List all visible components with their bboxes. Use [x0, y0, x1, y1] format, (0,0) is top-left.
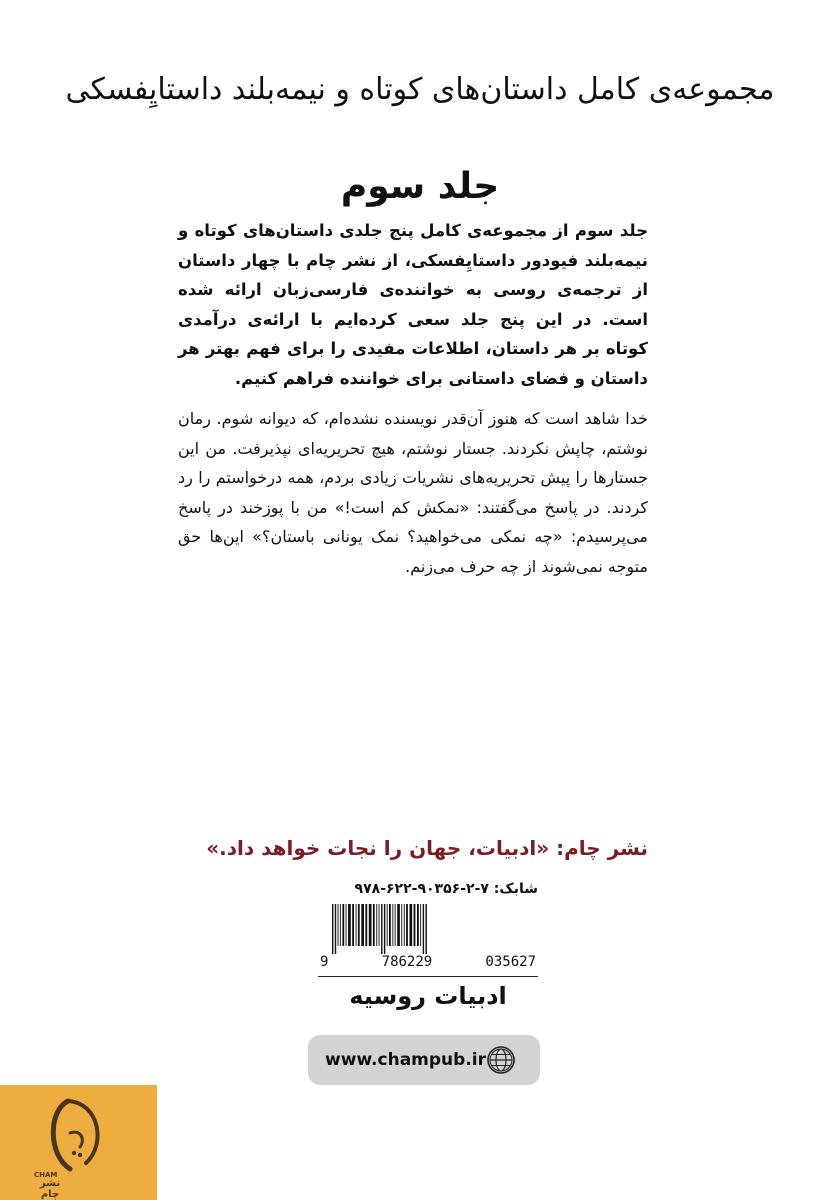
barcode-bar — [340, 904, 341, 946]
barcode-bar — [417, 904, 419, 946]
barcode-bar — [338, 904, 339, 946]
barcode-bar — [395, 904, 396, 946]
barcode-bar — [356, 904, 357, 946]
barcode-bar — [332, 904, 333, 954]
barcode-bar — [335, 904, 336, 954]
barcode-bar — [420, 904, 421, 946]
barcode-bar — [361, 904, 364, 946]
barcode-bar — [406, 904, 408, 946]
barcode-bar — [342, 904, 344, 946]
barcode-first-digit: 9 — [320, 954, 329, 970]
barcode-bar — [379, 904, 380, 946]
barcode-bar — [358, 904, 360, 946]
quote-paragraph: خدا شاهد است که هنوز آن‌قدر نویسنده نشده‌ام، که دیوانه شوم. رمان نوشتم، چاپش نکردند. جستار نوشتم، هیچ تحریریه‌ای نپذیرفت. من این جستارها را پیش تحریریه‌های نشریات زیادی بردم، همه درخواستم را رد کردند. در پاسخ می‌گفتند: «نمکش کم است!» من با پوزخند در پاسخ می‌پرسیدم: «چه نمکی می‌خواهید؟ نمک یونانی باستان؟» این‌ها حق متوجه نمی‌شوند از چه حرف می‌زنم. — [178, 409, 648, 576]
divider — [318, 976, 538, 977]
barcode-bar — [365, 904, 367, 946]
barcode-bar — [387, 904, 388, 946]
barcode-right-group: 035627 — [485, 954, 536, 970]
barcode-bar — [423, 904, 424, 954]
barcode-bar — [389, 904, 391, 946]
publisher-slogan: نشر چام: «ادبیات، جهان را نجات خواهد داد.» — [206, 836, 648, 860]
intro-paragraph: جلد سوم از مجموعه‌ی کامل پنج جلدی داستان‌های کوتاه و نیمه‌بلند فیودور داستایِفسکی، از نشر چام با چهار داستان از ترجمه‌ی روسی به خواننده‌ی فارسی‌زبان ارائه شده است. در این پنج جلد سعی کرده‌ایم با ارائه‌ی درآمدی کوتاه بر هر داستان، اطلاعات مفیدی را برای فهم بهتر هر داستان و فضای داستانی برای خواننده فراهم کنیم. — [178, 221, 648, 388]
barcode-bar — [352, 904, 354, 946]
barcode-bar — [426, 904, 427, 954]
logo-latin-text: CHAM — [34, 1171, 58, 1179]
barcode-bar — [381, 904, 382, 954]
barcode-bar — [392, 904, 393, 946]
series-title: مجموعه‌ی کامل داستان‌های کوتاه و نیمه‌بلند داستایِفسکی — [65, 72, 775, 108]
cham-logo-icon — [40, 1093, 120, 1178]
barcode-bar — [397, 904, 400, 946]
barcode-bar — [376, 904, 377, 946]
barcode-bar — [404, 904, 405, 946]
barcode-bar — [414, 904, 416, 946]
isbn-block — [318, 878, 538, 977]
barcode-bar — [369, 904, 372, 946]
barcode-digits — [318, 954, 538, 970]
barcode-left-group: 786229 — [381, 954, 433, 970]
barcode-bar — [384, 904, 385, 954]
website-link[interactable]: www.champub.ir — [325, 1050, 486, 1070]
website-badge[interactable] — [308, 1035, 540, 1085]
volume-title: جلد سوم — [340, 165, 500, 207]
logo-persian-text: نشر چام — [39, 1178, 61, 1200]
globe-icon — [486, 1045, 516, 1075]
barcode-bar — [410, 904, 413, 946]
isbn-number: شابک: ۷-۲-۹۰۳۵۶-۶۲۲-۹۷۸ — [354, 881, 538, 897]
publisher-logo — [0, 1085, 157, 1200]
barcode-bar — [346, 904, 347, 946]
barcode-bar — [373, 904, 375, 946]
barcode — [318, 904, 538, 956]
barcode-bar — [401, 904, 402, 946]
category-label: ادبیات روسیه — [349, 982, 507, 1010]
barcode-bar — [348, 904, 351, 946]
